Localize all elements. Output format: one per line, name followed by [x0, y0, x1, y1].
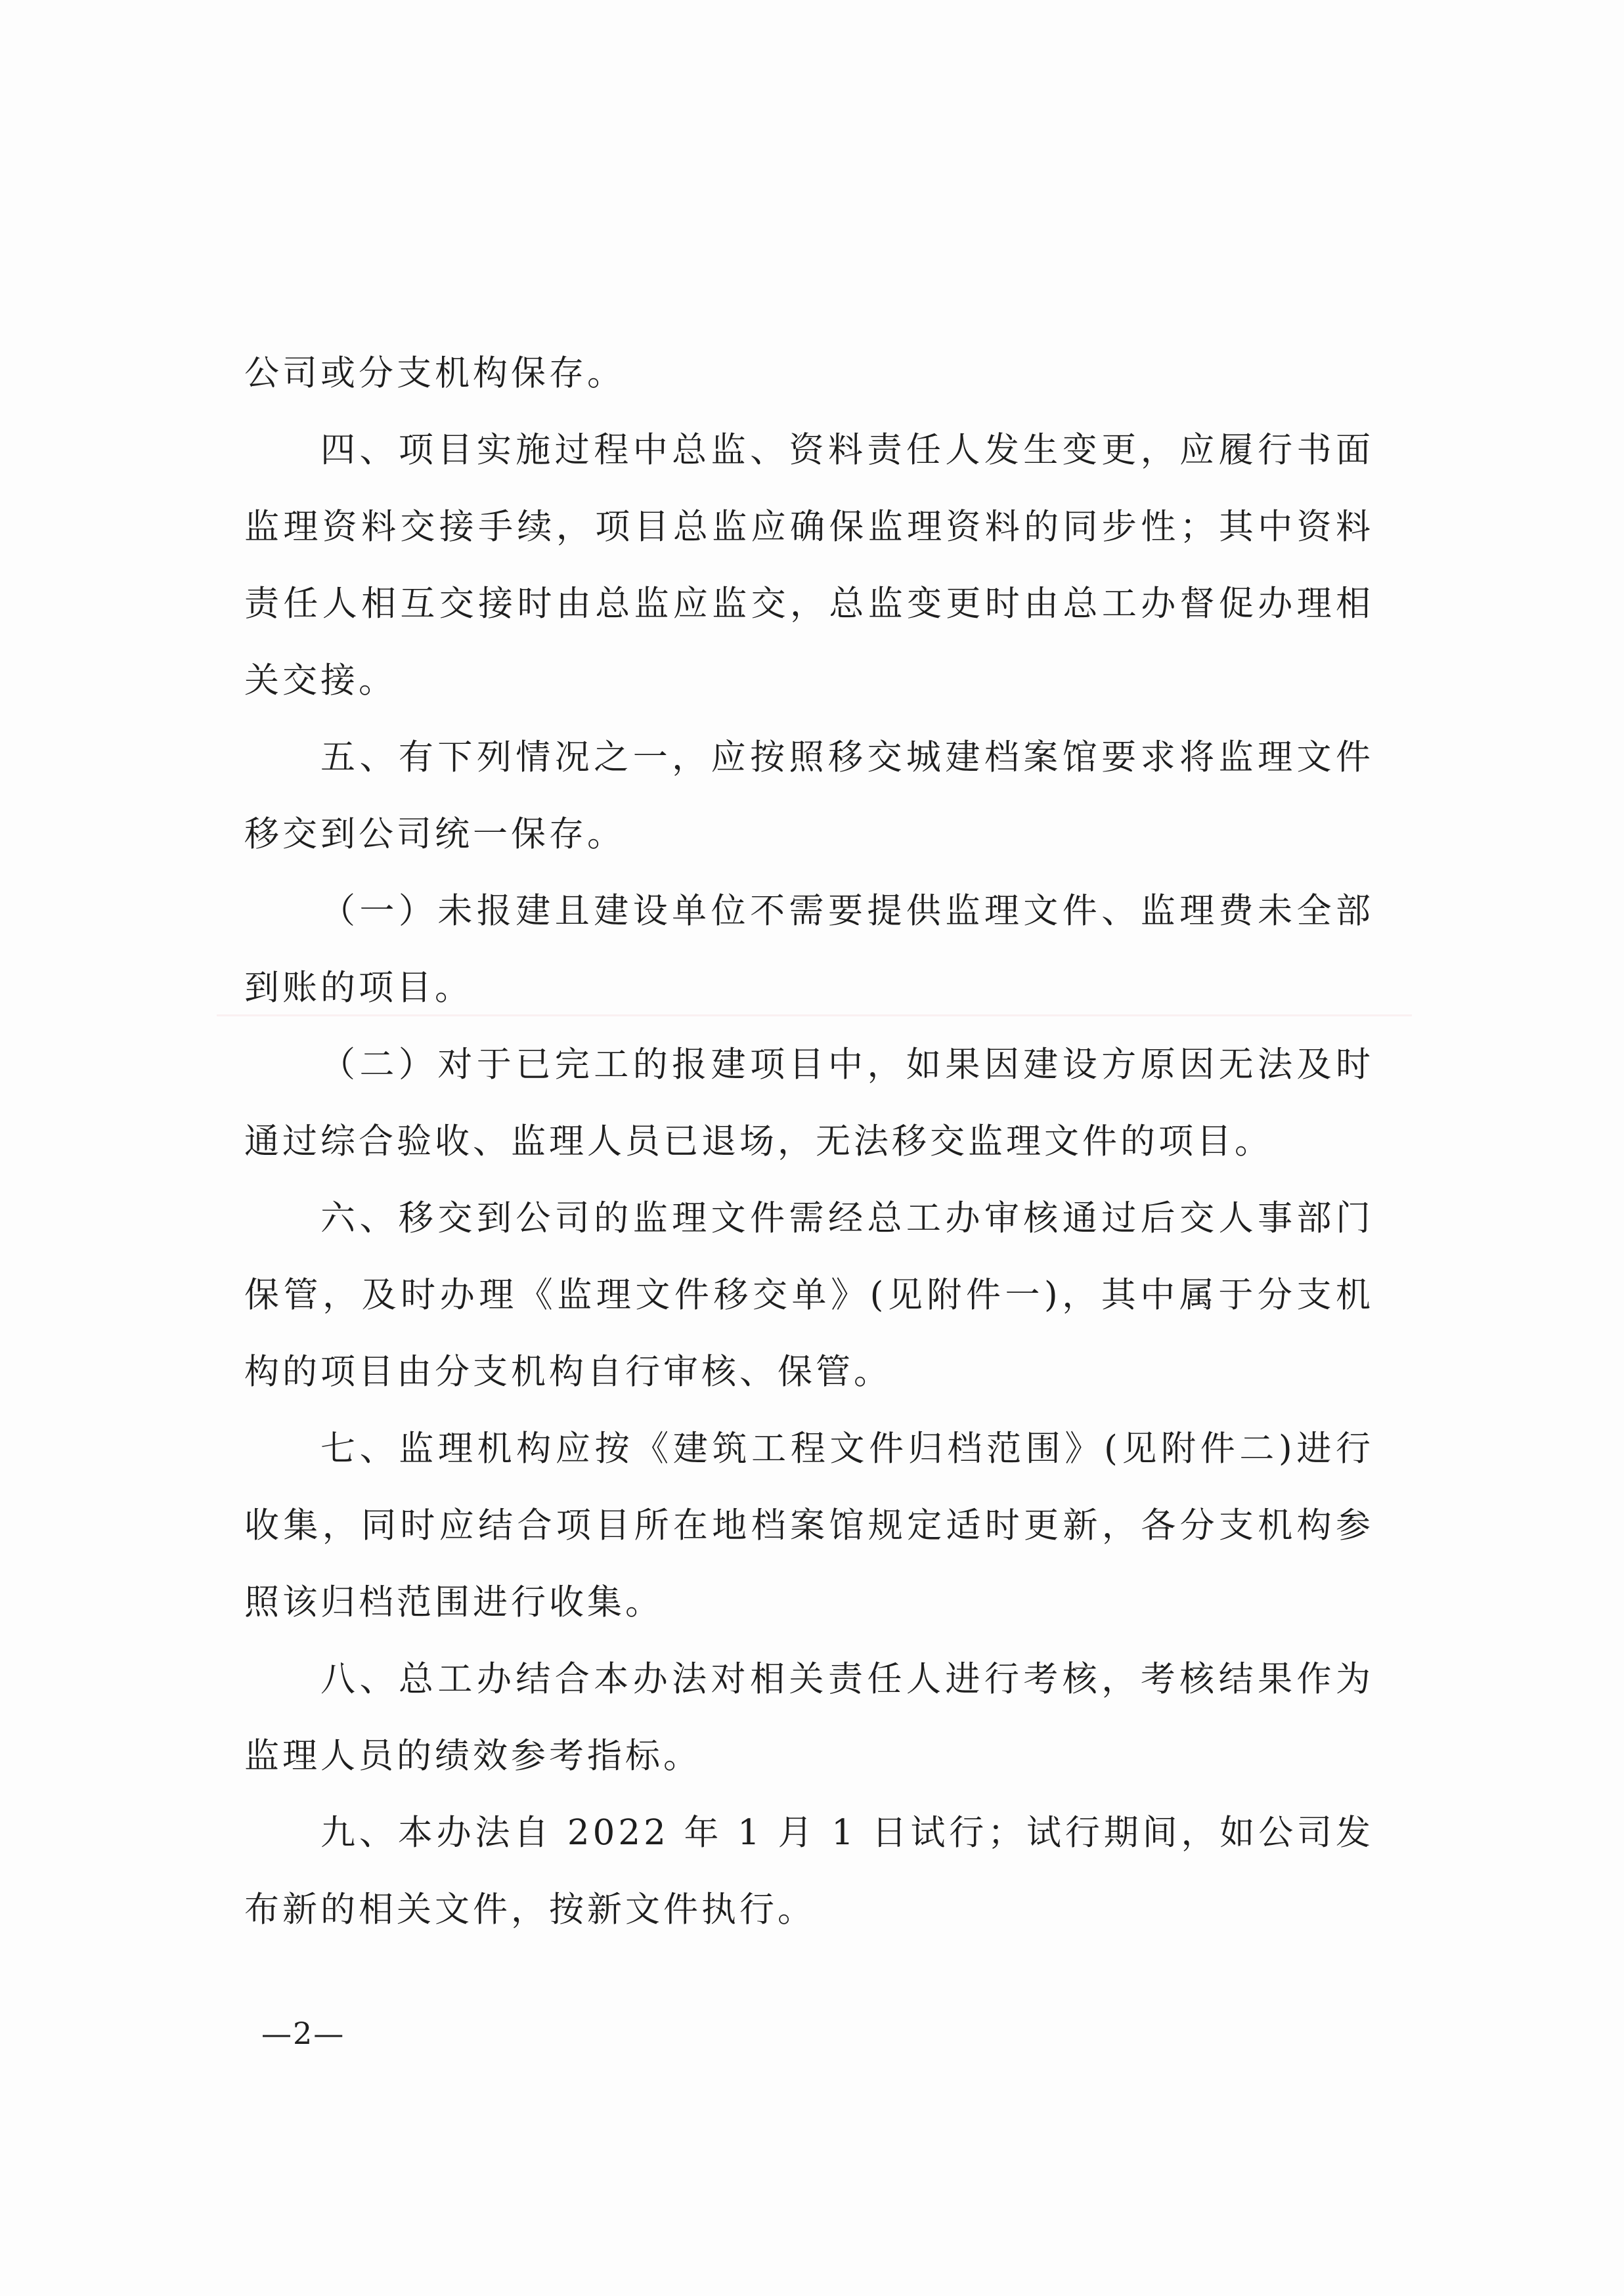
- paragraph-item-5-2: （二）对于已完工的报建项目中，如果因建设方原因无法及时通过综合验收、监理人员已退场，无法移交监理文件的项目。: [244, 1045, 1374, 1161]
- paragraph-item-5-1: （一）未报建且建设单位不需要提供监理文件、监理费未全部到账的项目。: [244, 891, 1374, 1008]
- paragraph-item-7: 七、监理机构应按《建筑工程文件归档范围》(见附件二)进行收集，同时应结合项目所在地档案馆规定适时更新，各分支机构参照该归档范围进行收集。: [244, 1429, 1374, 1622]
- paragraph-item-4: 四、项目实施过程中总监、资料责任人发生变更，应履行书面监理资料交接手续，项目总监应确保监理资料的同步性；其中资料责任人相互交接时由总监应监交，总监变更时由总工办督促办理相关交接。: [244, 430, 1374, 701]
- page-number: —2—: [261, 2016, 345, 2051]
- paragraph-item-6: 六、移交到公司的监理文件需经总工办审核通过后交人事部门保管，及时办理《监理文件移交单》(见附件一)，其中属于分支机构的项目由分支机构自行审核、保管。: [244, 1198, 1374, 1392]
- document-body: [244, 335, 1374, 1948]
- paragraph-item-8: 八、总工办结合本办法对相关责任人进行考核，考核结果作为监理人员的绩效参考指标。: [244, 1659, 1374, 1776]
- paragraph-item-5: 五、有下列情况之一，应按照移交城建档案馆要求将监理文件移交到公司统一保存。: [244, 737, 1374, 854]
- paragraph-item-9: 九、本办法自 2022 年 1 月 1 日试行；试行期间，如公司发布新的相关文件，按新文件执行。: [244, 1813, 1374, 1930]
- paragraph-continuation: 公司或分支机构保存。: [244, 353, 625, 393]
